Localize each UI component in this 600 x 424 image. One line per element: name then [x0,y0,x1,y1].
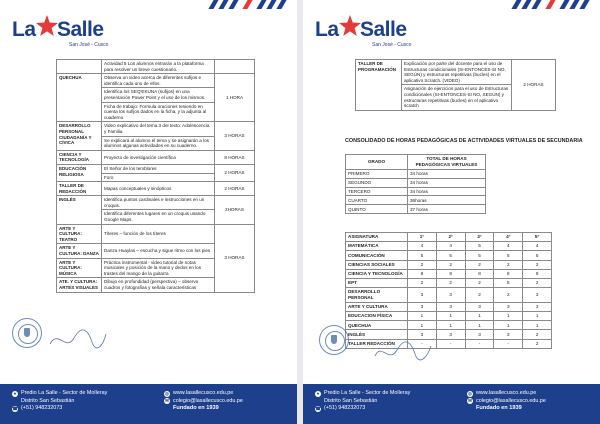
footer-address: Predio La Salle - Sector de Molleray [324,390,411,396]
activity-cell: Identifica puntos cardinales e instrucciones en un croquis. [102,196,215,210]
area-label: INGLÉS [57,196,102,224]
subject-cell: ARTE Y CULTURA [346,302,408,311]
footer [0,384,297,424]
hours-cell: 2 [408,278,437,287]
table-row [346,260,552,269]
hours-cell: 8 [408,269,437,278]
hours-cell: 1 [408,321,437,330]
activity-cell: Mapas conceptuales y sinópticos [102,182,215,196]
hours-cell: 4 [523,242,552,251]
column-header: 5° [523,233,552,242]
footer-phone: (+51) 948232073 [324,405,366,411]
hours-cell: 1 [494,312,523,321]
hours-cell: 8 HORAS [215,150,255,164]
signature [373,338,433,368]
table-row [346,269,552,278]
table-row [346,196,486,205]
logo-text-salle: Salle [57,18,104,41]
activity-cell: Actividad 5 Los alumnos entrarán a la plataforma para resolver un breve cuestionario. [102,60,215,74]
phone-icon: ☎ [315,405,321,411]
grade-cell: PRIMERO [346,169,408,178]
globe-icon: ◎ [468,390,472,396]
table-row [346,312,552,321]
star-icon [35,14,59,38]
column-header: 1° [408,233,437,242]
activity-cell: Observa un video acerca de diferentes sufijos e identifica cada uno de ellos. [102,74,215,88]
programming-workshop-table [355,59,556,111]
table-row [346,205,486,214]
footer-website[interactable]: www.lasallecusco.edu.pe [476,390,537,396]
hours-cell: - [465,339,494,348]
hours-cell: 3 [408,330,437,339]
logo-subtitle: San José - Cusco [69,42,109,48]
logo-text-la: La [315,18,339,41]
hours-cell: 5 [408,251,437,260]
hours-cell: 37 horas [408,205,486,214]
activity-cell: Se explicará al alumno el tema y se asignarán a los alumnos algunas actividades en su cuaderno. [102,136,215,150]
column-header: ASIGNATURA [346,233,408,242]
footer-district: Distrito San Sebastián [21,397,75,404]
hours-cell [215,60,255,74]
hours-cell: 1 [436,321,465,330]
subject-cell: QUECHUA [346,321,408,330]
mail-icon: ✉ [468,398,472,404]
area-label: TALLER DE PROGRAMACIÓN [356,60,402,111]
hours-cell: - [494,339,523,348]
subject-cell: TALLER REDACCIÓN [346,339,408,348]
school-stamp [319,325,349,355]
subject-cell: DESARROLLO PERSONAL [346,288,408,303]
logo-text-salle: Salle [360,18,407,41]
hours-cell: 5 [465,251,494,260]
hours-cell: 1 HORA [215,74,255,122]
hours-cell: 3 [494,330,523,339]
hours-cell: 1 [494,321,523,330]
subject-cell: INGLÉS [346,330,408,339]
activity-cell: Explicación por parte del docente para el uso de Estructuras condicionales (SI-ENTONCES-SI NO, SEGÚN) y estructuras repetitivas (bucles) en el aplicativo Scratch. (VIDEO) [402,60,512,85]
hours-cell: 5 [523,251,552,260]
table-row [346,242,552,251]
hours-cell: 8 [523,269,552,278]
area-label: ARTE Y CULTURA: DANZA [57,244,102,258]
hours-cell: 3 [408,302,437,311]
hours-cell: 3 [523,288,552,303]
hours-cell: 3 HORAS [215,224,255,292]
hours-cell: 8 [465,269,494,278]
hours-cell: 1 [523,312,552,321]
footer-phone: (+51) 948232073 [21,405,63,411]
hours-cell: 3 [436,330,465,339]
grade-cell: TERCERO [346,187,408,196]
area-label: EDUCACIÓN RELIGIOSA [57,164,102,181]
column-header: 3° [465,233,494,242]
footer-district: Distrito San Sebastián [324,397,378,404]
hours-cell: 1 [465,312,494,321]
column-header: 4° [494,233,523,242]
subject-hours-grid [345,232,552,349]
grade-cell: CUARTO [346,196,408,205]
area-label: TALLER DE REDACCIÓN [57,182,102,196]
table-row [346,288,552,303]
hours-cell: 2 [523,330,552,339]
document-page-left [0,0,297,424]
activity-cell: Identifica los SEQ'EKUNA (sufijos) en una presentación Power Point y el uso de los mismos. [102,88,215,102]
hours-cell: 3 [436,302,465,311]
table-row [57,224,255,244]
hours-cell: 1 [408,312,437,321]
table-row [346,187,486,196]
area-label: DESARROLLO PERSONAL CIUDADANÍA Y CÍVICA [57,122,102,150]
hours-cell: - [408,339,437,348]
hours-cell: 3 [436,288,465,303]
hours-cell: 2 [523,339,552,348]
area-label: CIENCIA Y TECNOLOGÍA [57,150,102,164]
table-row [57,150,255,164]
column-header: TOTAL DE HORAS PEDAGÓGICAS VIRTUALES [408,155,486,170]
header-stripes [514,0,594,9]
activity-cell: Foro [102,173,215,182]
activity-cell: Asignación de ejercicios para el uso de Estructuras condicionales (SI-ENTONCES-SI NO, SEGÚN) y estructuras repetitivas (bucles) en el aplicativo scratch [402,85,512,110]
location-pin-icon: ● [13,390,17,396]
hours-cell: 3 [408,288,437,303]
table-row [346,251,552,260]
hours-cell: 8 [436,269,465,278]
phone-icon: ☎ [12,405,18,411]
hours-cell: 1 [436,312,465,321]
hours-cell: 34 horas [408,178,486,187]
table-row [57,182,255,196]
hours-cell: 1 [465,321,494,330]
footer-address: Predio La Salle - Sector de Molleray [21,390,108,396]
hours-cell: 5 [465,242,494,251]
hours-cell: 2 [408,260,437,269]
hours-cell: 5 [494,278,523,287]
activity-cell: Práctica instrumental - video tutorial de notas musicales y posición de la mano y dedos en los trastes del mango de la guitarra [102,258,215,278]
hours-cell: 2 [523,278,552,287]
hours-cell: 1 [523,321,552,330]
footer-email[interactable]: colegio@lasallecusco.edu.pe [173,397,243,404]
table-row [57,196,255,210]
hours-cell: 4 [436,242,465,251]
subject-cell: MATEMÁTICA [346,242,408,251]
section-title: CONSOLIDADO DE HORAS PEDAGÓGICAS DE ACTIVIDADES VIRTUALES DE SECUNDARIA [345,138,583,144]
hours-cell: 2 [494,288,523,303]
table-row [346,302,552,311]
hours-cell: 3 [494,302,523,311]
hours-cell: 5 [436,251,465,260]
footer-website[interactable]: www.lasallecusco.edu.pe [173,390,234,396]
subject-cell: EPT [346,278,408,287]
hours-cell: 2 [465,288,494,303]
footer-email[interactable]: colegio@lasallecusco.edu.pe [476,397,546,404]
activity-cell: Danza Huaylas – escucha y sigue ritmo con los pies [102,244,215,258]
hours-cell: 36horas [408,196,486,205]
subject-cell: CIENCIA Y TECNOLOGÍA [346,269,408,278]
grade-cell: SEGUNDO [346,178,408,187]
logo-subtitle: San José - Cusco [372,42,412,48]
hours-cell: 4 [408,242,437,251]
hours-cell: 3 [523,302,552,311]
star-icon [338,14,362,38]
activities-table [56,59,255,293]
hours-cell: 8 [494,269,523,278]
hours-cell: 2 [494,260,523,269]
subject-cell: COMUNICACIÓN [346,251,408,260]
table-row [57,74,255,88]
footer-founded: Fundado en 1939 [476,405,522,411]
hours-summary-table [345,154,486,214]
la-salle-logo [12,14,122,54]
hours-cell: 2 [523,260,552,269]
table-row [57,60,255,74]
hours-cell: 2 HORAS [215,182,255,196]
hours-cell: 3 HORAS [215,122,255,150]
la-salle-logo [315,14,425,54]
location-pin-icon: ● [316,390,320,396]
table-row [346,169,486,178]
hours-cell: 2 [465,260,494,269]
subject-cell: EDUCACION FÍSICA [346,312,408,321]
table-row [57,164,255,173]
table-row [346,178,486,187]
signature [48,324,108,354]
globe-icon: ◎ [165,390,169,396]
hours-cell: - [436,339,465,348]
school-stamp [12,318,42,348]
hours-cell: 34 horas [408,169,486,178]
area-label: ATE. Y CULTURA: ARTES VISUALES [57,278,102,292]
mail-icon: ✉ [165,398,169,404]
hours-cell: 2 [465,278,494,287]
logo-text-la: La [12,18,36,41]
footer-founded: Fundado en 1939 [173,405,219,411]
hours-cell: 5 [494,251,523,260]
area-label: QUECHUA [57,74,102,122]
subject-cell: CIENCIAS SOCIALES [346,260,408,269]
hours-cell: 2 HORAS [512,60,556,111]
header-stripes [211,0,291,9]
area-label: ARTE Y CULTURA: TEATRO [57,224,102,244]
hours-cell: 3 [465,330,494,339]
document-page-right [303,0,600,424]
column-header: GRADO [346,155,408,170]
hours-cell: 2 HORAS [215,164,255,181]
hours-cell: 2 [436,260,465,269]
activity-cell: Identifica diferentes lugares en un croquis usando Google Maps. [102,210,215,224]
column-header: 2° [436,233,465,242]
area-label: ARTE Y CULTURA: MÚSICA [57,258,102,278]
hours-cell: 3 [465,302,494,311]
hours-cell: 2 [436,278,465,287]
table-row [346,321,552,330]
hours-cell: 34 horas [408,187,486,196]
activity-cell: Video explicativo del tema 3 del texto: Adolescencia y Familia [102,122,215,136]
table-row [346,278,552,287]
footer [303,384,600,424]
table-row [57,122,255,136]
activity-cell: El Señor de los temblores [102,164,215,173]
hours-cell: 2HORAS [215,196,255,224]
hours-cell: 4 [494,242,523,251]
activity-cell: Títeres – función de los títeres [102,224,215,244]
activity-cell: Dibujo en profundidad (perspectiva) – observa cuadros y fotografías y señala características [102,278,215,292]
activity-cell: Ficha de trabajo: Formula oraciones teniendo en cuenta los sufijos dados en la ficha, y la adjunta al cuaderno. [102,102,215,122]
grade-cell: QUINTO [346,205,408,214]
activity-cell: Proyecto de investigación científica [102,150,215,164]
area-label [57,60,102,74]
